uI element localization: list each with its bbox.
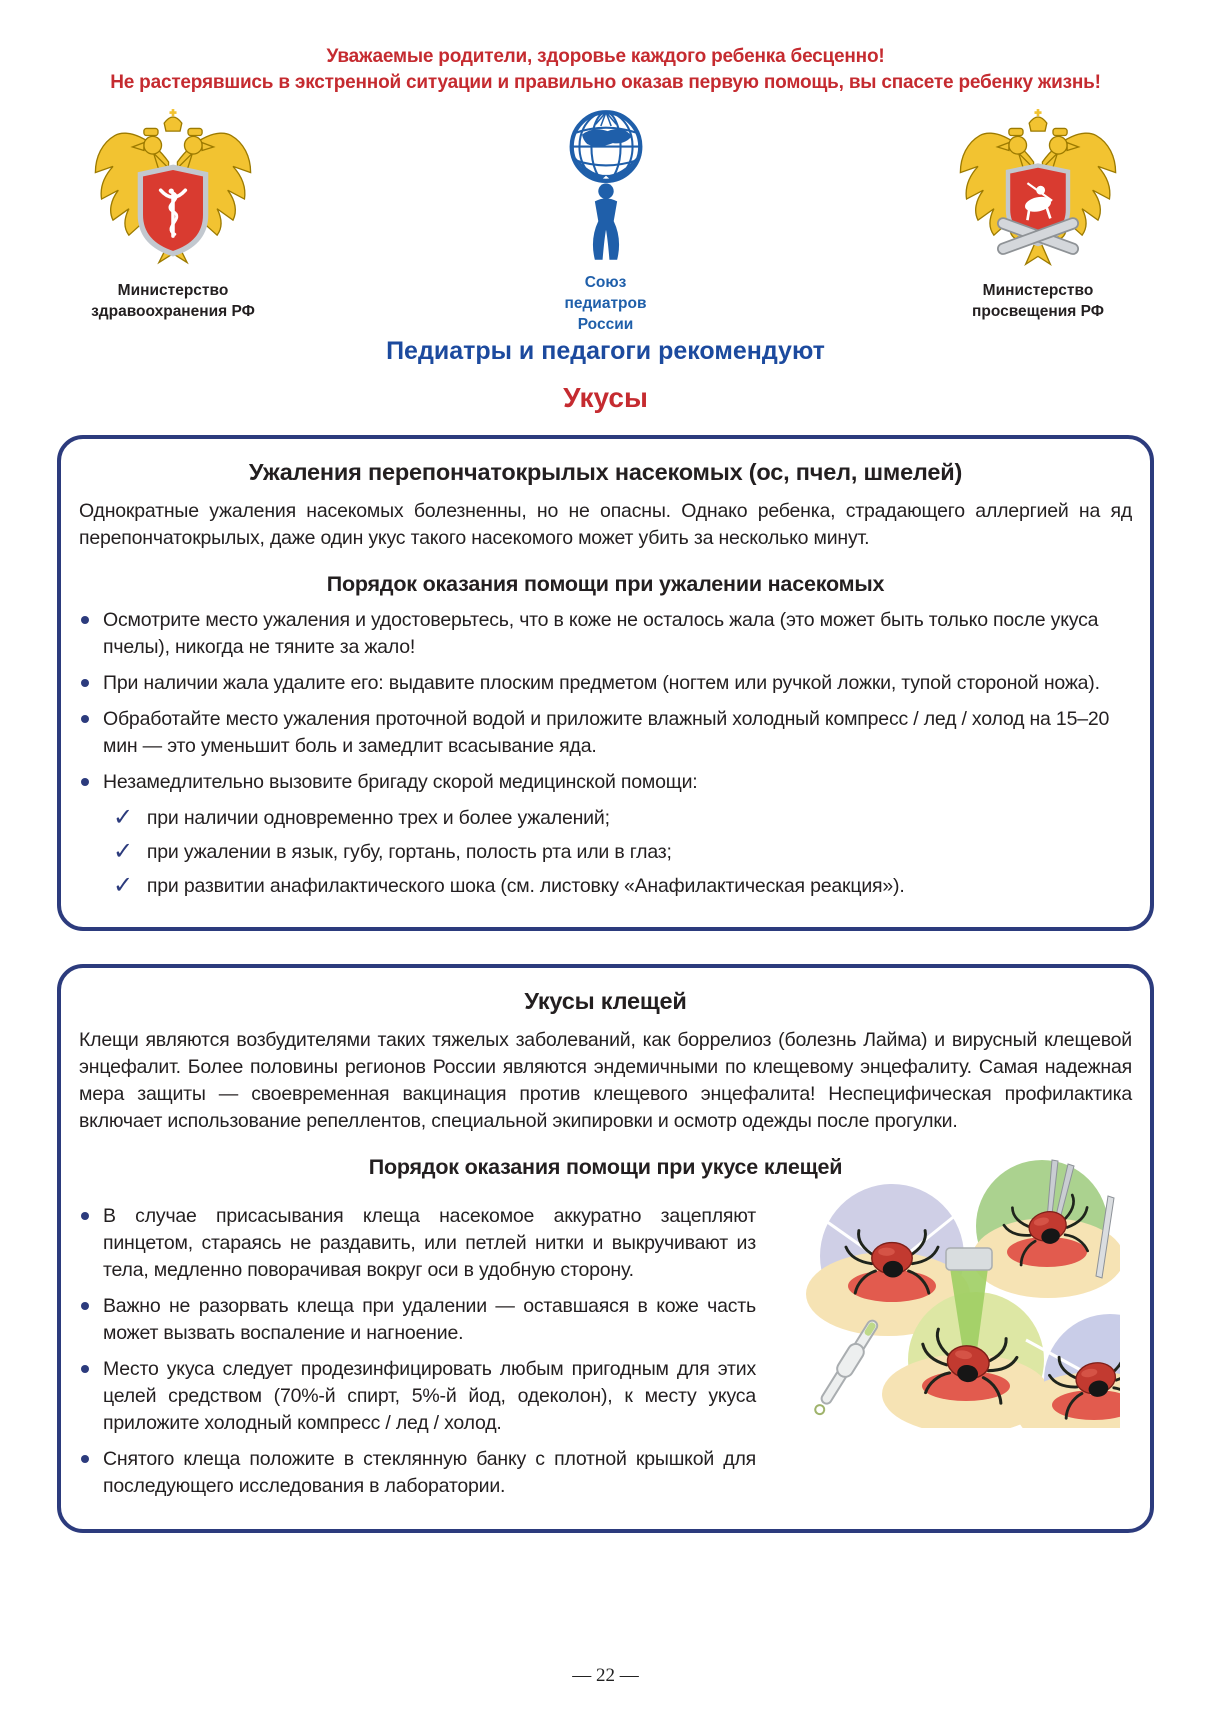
- bullet-text: Важно не разорвать клеща при удалении — оставшаяся в коже часть может вызвать воспаление и нагноение.: [103, 1295, 756, 1344]
- bullet-dot-icon: [81, 778, 89, 786]
- bullet-text: Обработайте место ужаления проточной водой и приложите влажный холодный компресс / лед / холод на 15–20 мин — это уменьшит боль и замедлит всасывание яда.: [103, 708, 1110, 757]
- section-tick-bites: [57, 964, 1154, 1533]
- pediatric-union-globe-icon: [546, 102, 666, 270]
- check-text: при развитии анафилактического шока (см. листовку «Анафилактическая реакция»).: [146, 875, 905, 897]
- bullet-text: Снятого клеща положите в стеклянную банку с плотной крышкой для последующего исследования в лаборатории.: [103, 1448, 756, 1497]
- check-text: при наличии одновременно трех и более ужалений;: [146, 807, 610, 829]
- bullet-item: [77, 1293, 756, 1347]
- stings-procedure-heading: Порядок оказания помощи при ужалении насекомых: [326, 572, 885, 596]
- stings-check-list: [113, 805, 1134, 900]
- check-item: [113, 839, 1134, 866]
- checkmark-icon: ✓: [113, 804, 133, 831]
- tick-removal-illustration: [780, 1128, 1120, 1428]
- bullet-item: [77, 769, 1134, 796]
- page-title: Укусы: [563, 382, 648, 413]
- logos-row: [0, 96, 1211, 335]
- ticks-procedure-heading: Порядок оказания помощи при укусе клещей: [368, 1155, 843, 1179]
- health-ministry-label: Министерство здравоохранения РФ: [91, 282, 255, 320]
- checkmark-icon: ✓: [113, 872, 133, 899]
- check-item: [113, 805, 1134, 832]
- red-notice-line2: Не растерявшись в экстренной ситуации и правильно оказав первую помощь, вы спасете ребенку жизнь!: [110, 72, 1101, 93]
- ticks-content-columns: [77, 1190, 1134, 1509]
- education-ministry-logo-block: [913, 102, 1163, 322]
- section-ticks-title: Укусы клещей: [524, 988, 687, 1014]
- bullet-dot-icon: [81, 1455, 89, 1463]
- bullet-item: [77, 1356, 756, 1437]
- bullet-item: [77, 1446, 756, 1500]
- check-item: [113, 873, 1134, 900]
- red-notice: [0, 0, 1211, 96]
- health-ministry-eagle-icon: [75, 102, 271, 274]
- bullet-item: [77, 607, 1134, 661]
- education-ministry-label: Министерство просвещения РФ: [972, 282, 1104, 320]
- bullet-dot-icon: [81, 679, 89, 687]
- bullet-dot-icon: [81, 1212, 89, 1220]
- bullet-text: В случае присасывания клеща насекомое аккуратно зацепляют пинцетом, стараясь не раздавить, или петлей нитки и выкручивают из тела, медленно поворачивая вокруг оси в удобную сторону.: [103, 1205, 756, 1281]
- checkmark-icon: ✓: [113, 838, 133, 865]
- section-ticks-intro: Клещи являются возбудителями таких тяжелых заболеваний, как боррелиоз (болезнь Лайма) и вирусный клещевой энцефалит. Более половины регионов России являются эндемичными по клещевому энцефалиту. Самая надежная мера защиты — своевременная вакцинация против клещевого энцефалита! Неспецифическая профилактика включает использование репеллентов, специальной экипировки и осмотр одежды после прогулки.: [79, 1029, 1132, 1132]
- subtitle: Педиатры и педагоги рекомендуют: [386, 337, 825, 365]
- stings-bullet-list: [77, 607, 1134, 796]
- page-number: — 22 —: [572, 1665, 639, 1686]
- section-stings-intro: Однократные ужаления насекомых болезненны, но не опасны. Однако ребенка, страдающего аллергией на яд перепончатокрылых, даже один укус такого насекомого может убить за несколько минут.: [79, 500, 1132, 549]
- ticks-bullet-list: [77, 1194, 756, 1509]
- bullet-dot-icon: [81, 1365, 89, 1373]
- education-ministry-eagle-icon: [940, 102, 1136, 274]
- bullet-text: Незамедлительно вызовите бригаду скорой медицинской помощи:: [103, 771, 698, 793]
- pediatric-union-label: Союз педиатров России: [564, 274, 647, 333]
- bullet-dot-icon: [81, 1302, 89, 1310]
- bullet-item: [77, 670, 1134, 697]
- bullet-dot-icon: [81, 616, 89, 624]
- bullet-text: При наличии жала удалите его: выдавите плоским предметом (ногтем или ручкой ложки, тупой стороной ножа).: [103, 672, 1100, 694]
- red-notice-line1: Уважаемые родители, здоровье каждого ребенка бесценно!: [326, 46, 885, 67]
- bullet-item: [77, 706, 1134, 760]
- section-insect-stings: [57, 435, 1154, 931]
- bullet-text: Осмотрите место ужаления и удостоверьтесь, что в коже не осталось жала (это может быть только после укуса пчелы), никогда не тяните за жало!: [103, 609, 1099, 658]
- pediatric-union-logo-block: [481, 102, 731, 335]
- section-stings-title: Ужаления перепончатокрылых насекомых (ос, пчел, шмелей): [248, 459, 963, 485]
- bullet-item: [77, 1203, 756, 1284]
- bullet-dot-icon: [81, 715, 89, 723]
- health-ministry-logo-block: [48, 102, 298, 322]
- check-text: при ужалении в язык, губу, гортань, полость рта или в глаз;: [146, 841, 672, 863]
- bullet-text: Место укуса следует продезинфицировать любым пригодным для этих целей средством (70%-й спирт, 5%-й йод, одеколон), к месту укуса приложите холодный компресс / лед / холод.: [103, 1358, 756, 1434]
